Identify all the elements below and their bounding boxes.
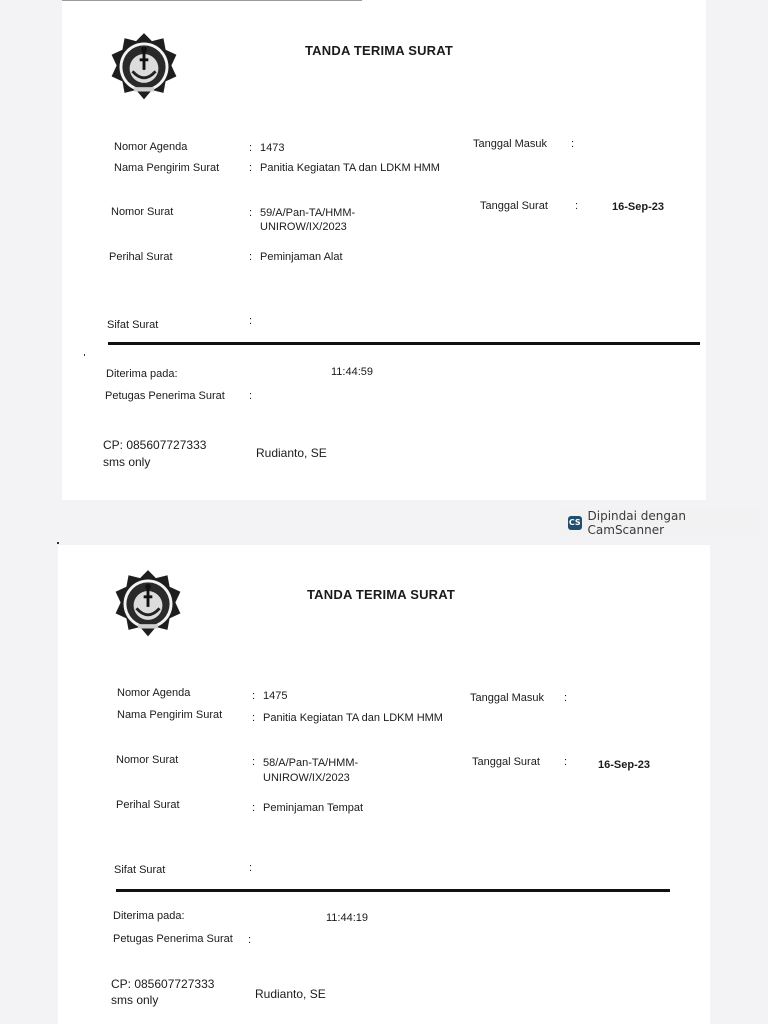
contact-phone: CP: 085607727333 <box>111 977 215 991</box>
receipt-title: TANDA TERIMA SURAT <box>305 43 454 58</box>
colon: : <box>249 142 253 154</box>
label-nomor-surat: Nomor Surat <box>111 206 174 218</box>
value-nomor-surat-line1: 59/A/Pan-TA/HMM- <box>260 207 356 219</box>
receipt-sheet-2 <box>58 545 710 1024</box>
divider-rule <box>116 889 670 892</box>
colon: : <box>575 200 579 212</box>
contact-phone: CP: 085607727333 <box>103 438 207 452</box>
scan-speck <box>57 542 59 544</box>
colon: : <box>249 207 253 219</box>
label-nomor-agenda: Nomor Agenda <box>114 141 188 153</box>
value-nomor-surat-line2: UNIROW/IX/2023 <box>260 221 347 233</box>
value-nama-pengirim: Panitia Kegiatan TA dan LDKM HMM <box>263 712 443 724</box>
label-sifat: Sifat Surat <box>107 319 159 331</box>
colon: : <box>249 162 253 174</box>
receipt-title: TANDA TERIMA SURAT <box>307 587 456 602</box>
label-petugas: Petugas Penerima Surat <box>105 390 225 402</box>
value-diterima-pada: 11:44:19 <box>326 912 369 924</box>
label-tanggal-surat: Tanggal Surat <box>472 756 540 768</box>
camscanner-label: Dipindai dengan CamScanner <box>587 508 686 537</box>
label-tanggal-masuk: Tanggal Masuk <box>473 138 547 150</box>
value-nomor-agenda: 1475 <box>263 690 288 702</box>
camscanner-icon: CS <box>568 516 582 530</box>
label-nomor-surat: Nomor Surat <box>116 754 179 766</box>
label-tanggal-masuk: Tanggal Masuk <box>470 692 544 704</box>
signatory-name: Rudianto, SE <box>255 987 326 1001</box>
value-tanggal-surat: 16-Sep-23 <box>598 759 650 771</box>
signatory-name: Rudianto, SE <box>256 446 327 460</box>
colon: : <box>252 712 256 724</box>
label-nomor-agenda: Nomor Agenda <box>117 687 191 699</box>
scan-speck <box>84 354 85 356</box>
university-emblem-icon <box>112 568 184 640</box>
label-nama-pengirim: Nama Pengirim Surat <box>117 709 223 721</box>
value-perihal: Peminjaman Tempat <box>263 802 364 814</box>
label-perihal: Perihal Surat <box>109 251 173 263</box>
value-tanggal-surat: 16-Sep-23 <box>612 201 664 213</box>
value-nomor-agenda: 1473 <box>260 142 285 154</box>
colon: : <box>249 315 253 327</box>
label-tanggal-surat: Tanggal Surat <box>480 200 548 212</box>
label-diterima-pada: Diterima pada: <box>113 910 185 922</box>
label-perihal: Perihal Surat <box>116 799 180 811</box>
colon: : <box>252 756 256 768</box>
colon: : <box>252 802 256 814</box>
colon: : <box>249 390 253 402</box>
top-edge-line <box>62 0 362 1</box>
contact-note: sms only <box>111 993 159 1007</box>
value-nomor-surat-line2: UNIROW/IX/2023 <box>263 772 350 784</box>
university-emblem-icon <box>108 31 180 103</box>
colon: : <box>249 862 253 874</box>
value-nomor-surat-line1: 58/A/Pan-TA/HMM- <box>263 757 359 769</box>
camscanner-watermark <box>560 510 760 535</box>
colon: : <box>252 690 256 702</box>
colon: : <box>564 692 568 704</box>
contact-note: sms only <box>103 455 151 469</box>
value-nama-pengirim: Panitia Kegiatan TA dan LDKM HMM <box>260 162 440 174</box>
value-perihal: Peminjaman Alat <box>260 251 343 263</box>
label-nama-pengirim: Nama Pengirim Surat <box>114 162 220 174</box>
label-sifat: Sifat Surat <box>114 864 166 876</box>
label-diterima-pada: Diterima pada: <box>106 368 178 380</box>
receipt-sheet-1 <box>62 0 706 500</box>
colon: : <box>248 934 252 946</box>
colon: : <box>571 138 575 150</box>
colon: : <box>249 251 253 263</box>
divider-rule <box>108 342 700 345</box>
label-petugas: Petugas Penerima Surat <box>113 933 233 945</box>
value-diterima-pada: 11:44:59 <box>331 366 374 378</box>
colon: : <box>564 756 568 768</box>
